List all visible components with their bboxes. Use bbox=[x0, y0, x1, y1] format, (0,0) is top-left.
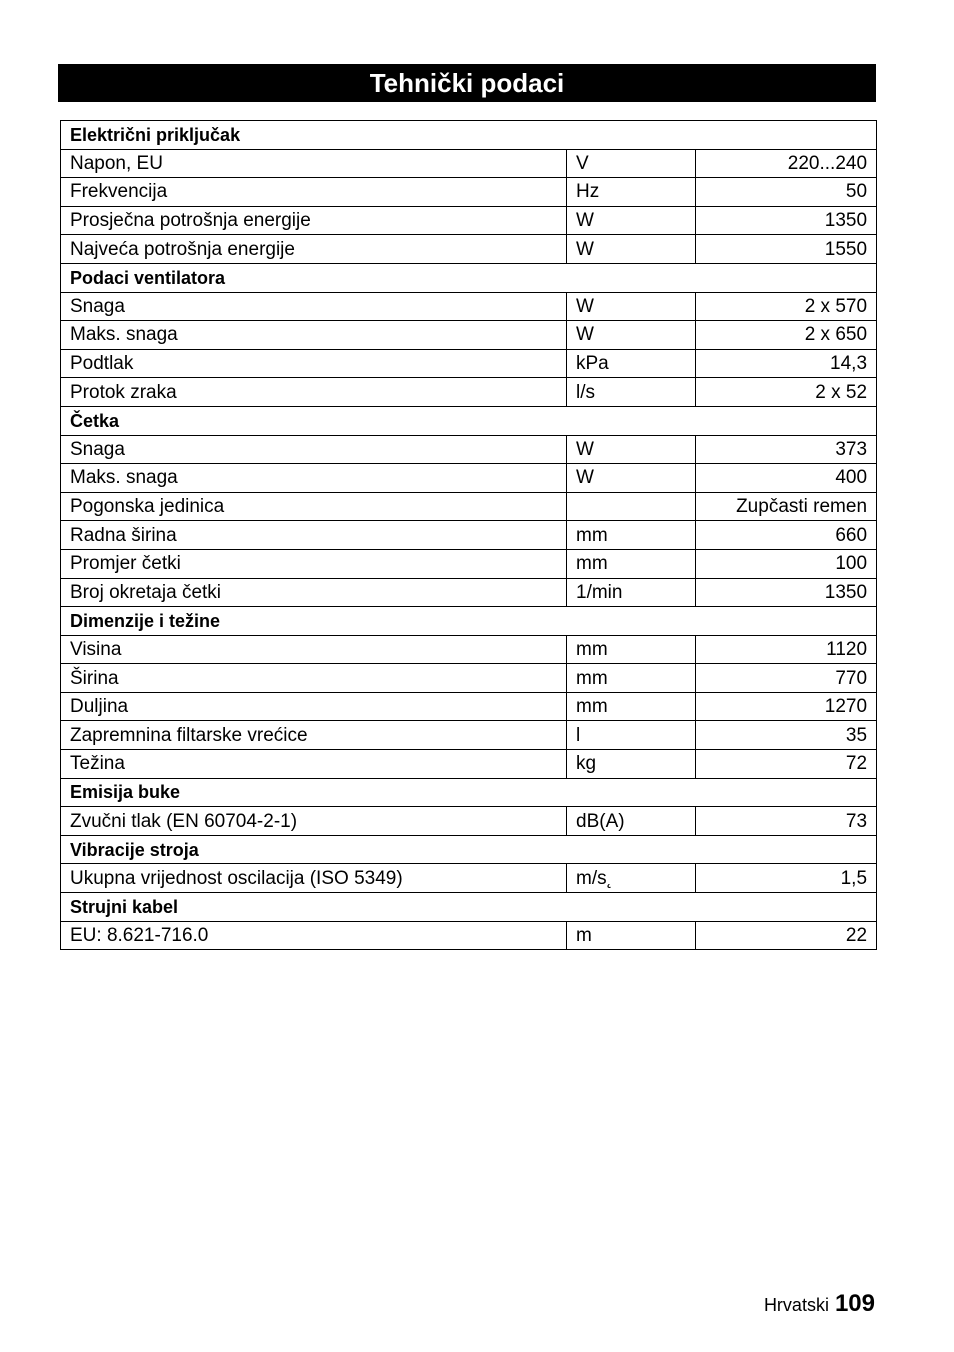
technical-data-table-body bbox=[61, 121, 877, 950]
footer-language: Hrvatski bbox=[763, 1295, 829, 1315]
spec-value-cell: 373 bbox=[696, 435, 877, 464]
spec-label-cell: Broj okretaja četki bbox=[61, 578, 567, 607]
spec-value-cell: 2 x 650 bbox=[696, 321, 877, 350]
spec-value-cell: 400 bbox=[696, 464, 877, 493]
spec-unit-cell: W bbox=[567, 292, 696, 321]
table-row bbox=[61, 378, 877, 407]
table-row bbox=[61, 664, 877, 693]
spec-value-cell: 1270 bbox=[696, 692, 877, 721]
spec-value-cell: 22 bbox=[696, 921, 877, 950]
table-row bbox=[61, 235, 877, 264]
spec-value-cell: 1,5 bbox=[696, 864, 877, 893]
table-row bbox=[61, 549, 877, 578]
section-header-row bbox=[61, 893, 877, 922]
spec-unit-cell: W bbox=[567, 321, 696, 350]
spec-label-cell: Duljina bbox=[61, 692, 567, 721]
spec-label-cell: Napon, EU bbox=[61, 149, 567, 178]
page-title bbox=[58, 64, 876, 102]
table-row bbox=[61, 149, 877, 178]
table-row bbox=[61, 435, 877, 464]
spec-unit-cell: W bbox=[567, 464, 696, 493]
section-heading: Električni priključak bbox=[61, 121, 877, 150]
spec-value-cell: 1350 bbox=[696, 578, 877, 607]
table-row bbox=[61, 521, 877, 550]
spec-label-cell: Promjer četki bbox=[61, 549, 567, 578]
spec-label-cell: EU: 8.621-716.0 bbox=[61, 921, 567, 950]
table-row bbox=[61, 292, 877, 321]
section-heading: Četka bbox=[61, 406, 877, 435]
spec-label-cell: Težina bbox=[61, 750, 567, 779]
table-row bbox=[61, 178, 877, 207]
spec-label-cell: Visina bbox=[61, 635, 567, 664]
spec-value-cell: 35 bbox=[696, 721, 877, 750]
spec-unit-cell: mm bbox=[567, 549, 696, 578]
spec-unit-cell: l/s bbox=[567, 378, 696, 407]
table-row bbox=[61, 807, 877, 836]
table-row bbox=[61, 349, 877, 378]
spec-unit-cell: 1/min bbox=[567, 578, 696, 607]
spec-value-cell: 72 bbox=[696, 750, 877, 779]
spec-value-cell: 220...240 bbox=[696, 149, 877, 178]
table-row bbox=[61, 321, 877, 350]
spec-value-cell: 1550 bbox=[696, 235, 877, 264]
table-row bbox=[61, 635, 877, 664]
spec-unit-cell: kg bbox=[567, 750, 696, 779]
page-title-text: Tehnički podaci bbox=[369, 67, 565, 98]
spec-value-cell: 660 bbox=[696, 521, 877, 550]
spec-label-cell: Zapremnina filtarske vrećice bbox=[61, 721, 567, 750]
spec-value-cell: 100 bbox=[696, 549, 877, 578]
table-row bbox=[61, 206, 877, 235]
spec-label-cell: Širina bbox=[61, 664, 567, 693]
spec-value-cell: 2 x 52 bbox=[696, 378, 877, 407]
spec-value-cell: 50 bbox=[696, 178, 877, 207]
spec-value-cell: 1120 bbox=[696, 635, 877, 664]
spec-unit-cell bbox=[567, 492, 696, 521]
spec-unit-cell: mm bbox=[567, 635, 696, 664]
spec-unit-cell: dB(A) bbox=[567, 807, 696, 836]
spec-label-cell: Frekvencija bbox=[61, 178, 567, 207]
spec-unit-cell: W bbox=[567, 206, 696, 235]
table-row bbox=[61, 921, 877, 950]
section-heading: Strujni kabel bbox=[61, 893, 877, 922]
section-heading: Podaci ventilatora bbox=[61, 263, 877, 292]
spec-unit-cell: mm bbox=[567, 664, 696, 693]
table-row bbox=[61, 692, 877, 721]
spec-unit-cell: mm bbox=[567, 521, 696, 550]
spec-value-cell: 14,3 bbox=[696, 349, 877, 378]
section-header-row bbox=[61, 607, 877, 636]
section-heading: Dimenzije i težine bbox=[61, 607, 877, 636]
table-row bbox=[61, 721, 877, 750]
page-footer bbox=[764, 1290, 875, 1318]
spec-label-cell: Pogonska jedinica bbox=[61, 492, 567, 521]
section-heading: Vibracije stroja bbox=[61, 835, 877, 864]
spec-label-cell: Najveća potrošnja energije bbox=[61, 235, 567, 264]
spec-unit-cell: l bbox=[567, 721, 696, 750]
spec-label-cell: Podtlak bbox=[61, 349, 567, 378]
spec-value-cell: 770 bbox=[696, 664, 877, 693]
section-header-row bbox=[61, 121, 877, 150]
spec-unit-cell: W bbox=[567, 235, 696, 264]
spec-label-cell: Maks. snaga bbox=[61, 321, 567, 350]
spec-label-cell: Ukupna vrijednost oscilacija (ISO 5349) bbox=[61, 864, 567, 893]
table-row bbox=[61, 492, 877, 521]
spec-unit-cell: kPa bbox=[567, 349, 696, 378]
table-row bbox=[61, 464, 877, 493]
section-header-row bbox=[61, 406, 877, 435]
table-row bbox=[61, 578, 877, 607]
section-header-row bbox=[61, 778, 877, 807]
spec-value-cell: 1350 bbox=[696, 206, 877, 235]
page-number: 109 bbox=[834, 1290, 875, 1317]
table-row bbox=[61, 864, 877, 893]
spec-label-cell: Radna širina bbox=[61, 521, 567, 550]
technical-data-table bbox=[60, 120, 877, 950]
section-header-row bbox=[61, 263, 877, 292]
spec-unit-cell: V bbox=[567, 149, 696, 178]
spec-unit-cell: Hz bbox=[567, 178, 696, 207]
spec-unit-cell: m/s˛ bbox=[567, 864, 696, 893]
spec-unit-cell: W bbox=[567, 435, 696, 464]
spec-label-cell: Zvučni tlak (EN 60704-2-1) bbox=[61, 807, 567, 836]
spec-value-cell: 2 x 570 bbox=[696, 292, 877, 321]
spec-value-cell: 73 bbox=[696, 807, 877, 836]
table-row bbox=[61, 750, 877, 779]
section-header-row bbox=[61, 835, 877, 864]
section-heading: Emisija buke bbox=[61, 778, 877, 807]
spec-label-cell: Protok zraka bbox=[61, 378, 567, 407]
spec-unit-cell: mm bbox=[567, 692, 696, 721]
spec-label-cell: Snaga bbox=[61, 292, 567, 321]
spec-label-cell: Snaga bbox=[61, 435, 567, 464]
spec-label-cell: Prosječna potrošnja energije bbox=[61, 206, 567, 235]
spec-unit-cell: m bbox=[567, 921, 696, 950]
spec-label-cell: Maks. snaga bbox=[61, 464, 567, 493]
spec-value-cell: Zupčasti remen bbox=[696, 492, 877, 521]
